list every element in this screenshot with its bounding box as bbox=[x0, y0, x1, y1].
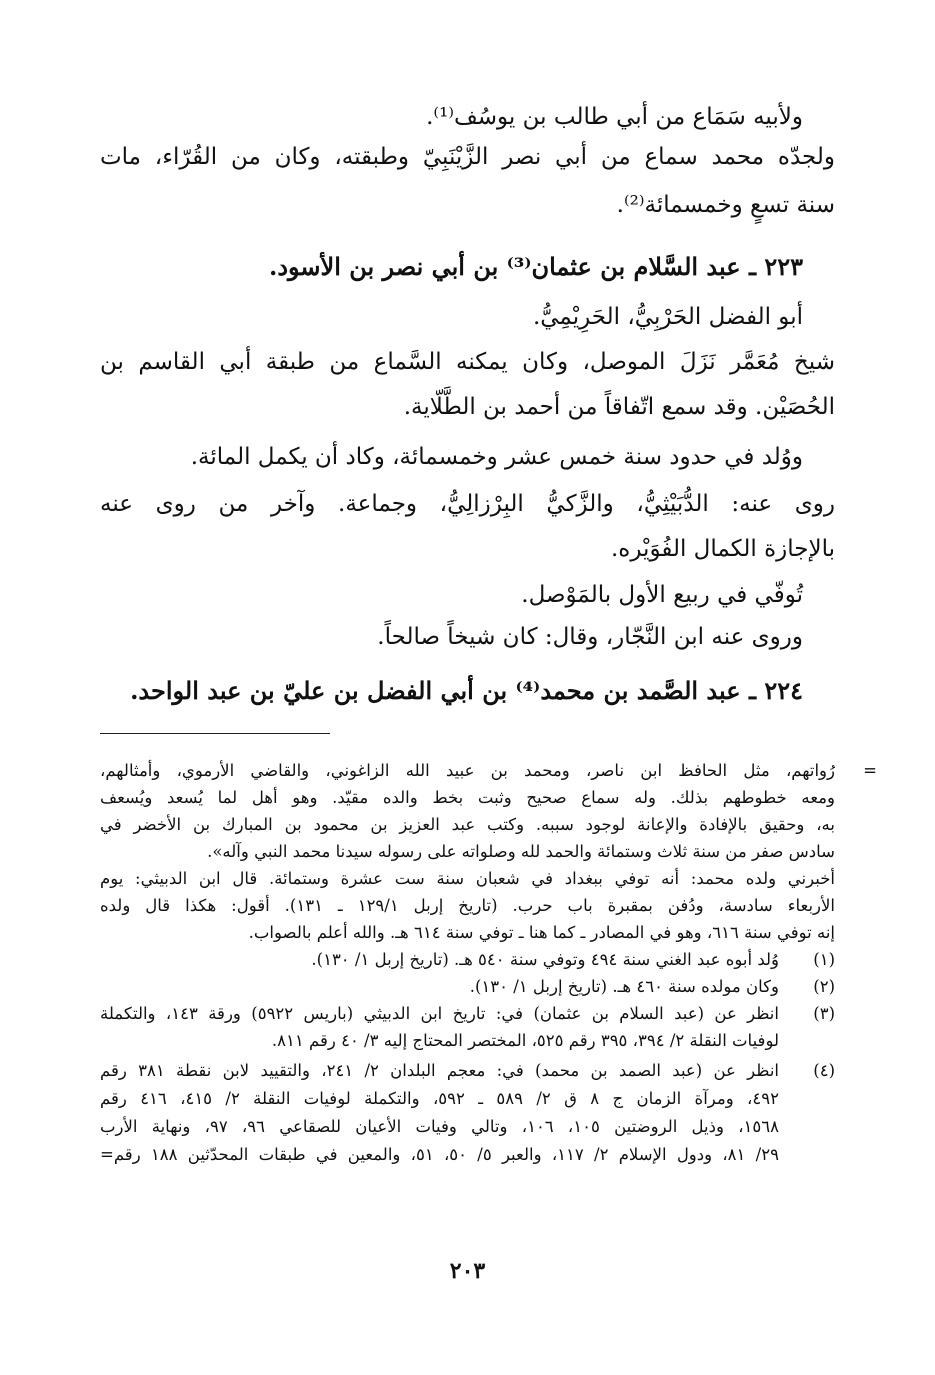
footnote-1: وُلد أبوه عبد الغني سنة ٤٩٤ وتوفي سنة ٥٤٠ هـ. (تاريخ إربل ١/ ١٣٠). bbox=[311, 950, 779, 969]
text-line: سنة تسعٍ وخمسمائة⁽²⁾. bbox=[616, 192, 835, 218]
footnote-4-line: ٢٩/ ٨١، ودول الإسلام ٢/ ١١٧، والعبر ٥/ ٥٠، ٥١، والمعين في طبقات المحدّثين ١٨٨ رقم= bbox=[100, 1145, 779, 1164]
text-line: تُوفّي في ربيع الأول بالمَوْصل. bbox=[521, 582, 803, 608]
footnote-line: إنه توفي سنة ٦١٦، وهو في المصادر ـ كما هنا ـ توفي سنة ٦١٤ هـ. والله أعلم بالصواب. bbox=[248, 923, 835, 942]
footnote-3-line: لوفيات النقلة ٢/ ٣٩٤، ٣٩٥ رقم ٥٢٥، المختصر المحتاج إليه ٣/ ٤٠ رقم ٨١١. bbox=[271, 1031, 779, 1050]
page-number: ٢٠٣ bbox=[449, 1258, 486, 1284]
footnote-2: وكان مولده سنة ٤٦٠ هـ. (تاريخ إربل ١/ ١٣٠). bbox=[469, 977, 779, 996]
footnote-line: أخبرني ولده محمد: أنه توفي ببغداد في شعبان سنة ست عشرة وستمائة. قال ابن الدبيثي: يوم bbox=[100, 869, 835, 888]
footnote-number: (١) bbox=[813, 950, 835, 969]
entry-heading-223: ٢٢٣ ـ عبد السَّلام بن عثمان⁽³⁾ بن أبي نصر بن الأسود. bbox=[268, 252, 803, 281]
text-line: وروى عنه ابن النَّجّار، وقال: كان شيخاً صالحاً. bbox=[377, 624, 803, 650]
entry-heading-224: ٢٢٤ ـ عبد الصَّمد بن محمد⁽⁴⁾ بن أبي الفضل بن عليّ بن عبد الواحد. bbox=[130, 676, 803, 705]
text-line: الحُصَيْن. وقد سمع اتّفاقاً من أحمد بن الطَّلّاية. bbox=[403, 394, 835, 420]
footnote-4-line: ١٥٦٨، وذيل الروضتين ١٠٥، ١٠٦، وتالي وفيات الأعيان للصقاعي ٩٦، ٩٧، ونهاية الأرب bbox=[100, 1117, 779, 1136]
text-line: ووُلد في حدود سنة خمس عشر وخمسمائة، وكاد أن يكمل المائة. bbox=[190, 444, 803, 470]
footnote-line: رُواتهم، مثل الحافظ ابن ناصر، ومحمد بن عبيد الله الزاغوني، والقاضي الأرموي، وأمثالهم، bbox=[100, 761, 835, 780]
text-line: شيخ مُعَمَّر نَزَلَ الموصل، وكان يمكنه السَّماع من طبقة أبي القاسم بن bbox=[100, 349, 835, 375]
footnote-number: (٤) bbox=[813, 1061, 835, 1080]
text-line: ولأبيه سَمَاع من أبي طالب بن يوسُف⁽¹⁾. bbox=[426, 104, 803, 130]
text-line: روى عنه: الدُّبَيْثِيُّ، والزَّكيُّ البِرْزالِيُّ، وجماعة. وآخر من روى عنه bbox=[100, 491, 835, 517]
footnote-number: (٢) bbox=[813, 977, 835, 996]
text-line: أبو الفضل الحَرْبِيُّ، الحَرِيْمِيُّ. bbox=[532, 304, 803, 330]
footnote-line: سادس صفر من سنة ثلاث وستمائة والحمد لله وصلواته على رسوله سيدنا محمد النبي وآله». bbox=[207, 842, 835, 861]
footnote-line: الأربعاء سادسة، ودُفن بمقبرة باب حرب. (تاريخ إربل ١٢٩/١ ـ ١٣١). أقول: هكذا قال ولده bbox=[100, 896, 836, 915]
footnote-4-line: انظر عن (عبد الصمد بن محمد) في: معجم البلدان ٢/ ٢٤١، والتقييد لابن نقطة ٣٨١ رقم bbox=[100, 1061, 779, 1080]
footnote-number: (٣) bbox=[813, 1004, 835, 1023]
footnote-4-line: ٤٩٢، ومرآة الزمان ج ٨ ق ٢/ ٥٨٩ ـ ٥٩٢، والتكملة لوفيات النقلة ٢/ ٤١٥، ٤١٦ رقم bbox=[100, 1089, 779, 1108]
footnote-3-line: انظر عن (عبد السلام بن عثمان) في: تاريخ ابن الدبيثي (باريس ٥٩٢٢) ورقة ١٤٣، والتكملة bbox=[100, 1004, 779, 1023]
text-line: ولجدّه محمد سماع من أبي نصر الزَّيْنَبِيّ وطبقته، وكان من القُرّاء، مات bbox=[100, 144, 835, 170]
footnote-line: به، وحقيق بالإفادة والإعانة لوجود سببه. وكتب عبد العزيز بن محمود بن المبارك بن الأخضر في bbox=[100, 815, 835, 834]
footnote-separator bbox=[100, 733, 330, 734]
continuation-marker: = bbox=[863, 761, 877, 780]
footnote-line: ومعه خطوطهم بذلك. وله سماع صحيح وثبت بخط والده مقيّد. وهو أهل لما يُسعد ويُسعف bbox=[100, 788, 835, 807]
text-line: بالإجازة الكمال الفُوَيْره. bbox=[610, 536, 835, 562]
